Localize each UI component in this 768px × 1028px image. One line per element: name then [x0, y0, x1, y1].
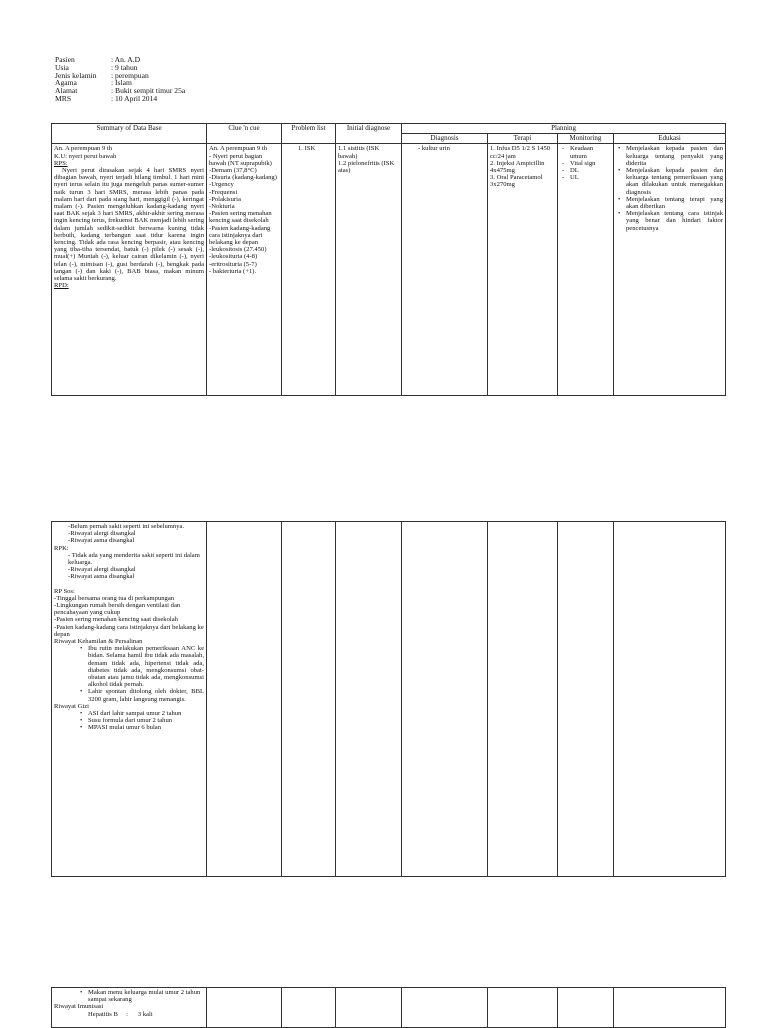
empty-cell [336, 988, 402, 1028]
problem-cell: 1. ISK [282, 144, 336, 396]
patient-row: Agama : Islam [55, 78, 132, 88]
patient-row: Jenis kelamin : perempuan [55, 70, 149, 80]
header-planning: Planning [402, 124, 726, 134]
terapi-cell: 1. Infus D5 1/2 S 1450 cc/24 jam 2. Injeksi Ampicillin 4x475mg 3. Oral Paracetamol 3x270mg [488, 144, 558, 396]
soap-table-page3 [51, 987, 726, 1028]
soap-table-page1 [51, 123, 726, 396]
summary-cell-continued: • Makan menu keluarga mulai umur 2 tahun sampai sekarang Riwayat Imunisasi Hepatitis B : 3 kali [52, 988, 207, 1028]
header-terapi: Terapi [488, 134, 558, 144]
empty-cell [614, 988, 726, 1028]
empty-cell [282, 988, 336, 1028]
rps-text: Nyeri perut dirasakan sejak 4 hari SMRS nyeri dibagian bawah, nyeri terjadi hilang timbul. 1 hari mini nyeri terus selain itu juga mengeluh panas sumer-sumer naik turun 3 hari SMRS, merasa lebih panas pada malam hari dari pada siang hari, menggigil (-), keringat malam (-). Pasien mengeluhkan kadang-kadang nyeri saat BAK sejak 3 hari SMRS, akhir-akhir sering merasa ingin kencing terus, frekuensi BAK menjadi lebih sering dalam jumlah sedikit-sedikit berwarna kuning tidak berbuih, kadang terbangun saat tidur karena ingin kencing. Tidak ada rasa kencing berpasir, atau kencing yang tiba-tiba tersendat, batuk (-) pilek (-) sesak (-), mual(+) Muntah (-), keluar cairan dikelamin (-), nyeri telan (-), mimisan (-), gusi berdarah (-), bengkak pada tangan (-) dan kaki (-), BAB biasa, makan minum selama sakit berkurang. [54, 167, 204, 283]
empty-cell [488, 522, 558, 877]
edukasi-item: • Menjelaskan kepada pasien dan keluarga tentang pemeriksaan yang akan dilakukan untuk menegakkan diagnosis [626, 167, 723, 196]
monitoring-item: - Keadaan umum [570, 145, 611, 159]
edukasi-item: • Menjelaskan kepada pasien dan keluarga tentang penyakit yang diderita [626, 145, 723, 167]
summary-cell: An. A perempuan 9 th K.U: nyeri perut bawah RPS: Nyeri perut dirasakan sejak 4 hari SMRS nyeri dibagian bawah, nyeri terjadi hilang timbul. 1 hari mini nyeri terus selain itu juga mengeluh panas sumer-sumer naik turun 3 hari SMRS, merasa lebih panas pada malam hari dari pada siang hari, menggigil (-), keringat malam (-). Pasien mengeluhkan kadang-kadang nyeri saat BAK sejak 3 hari SMRS, akhir-akhir sering merasa ingin kencing terus, frekuensi BAK menjadi lebih sering dalam jumlah sedikit-sedikit berwarna kuning tidak berbuih, kadang terbangun saat tidur karena ingin kencing. Tidak ada rasa kencing berpasir, atau kencing yang tiba-tiba tersendat, batuk (-) pilek (-) sesak (-), mual(+) Muntah (-), keluar cairan dikelamin (-), nyeri telan (-), mimisan (-), gusi berdarah (-), bengkak pada tangan (-) dan kaki (-), BAB biasa, makan minum selama sakit berkurang. RPD: [52, 144, 207, 396]
summary-cell-continued: -Belum pernah sakit seperti ini sebelumnya. -Riwayat alergi disangkal -Riwayat asma disangkal RPK: - Tidak ada yang menderita sakit seperti ini dalam keluarga. -Riwayat alergi disangkal -Riwayat asma disangkal RP Sos: -Tinggal bersama orang tua di perkampungan -Lingkungan rumah bersih dengan ventilasi dan pencahayaan yang cukup -Pasien sering menahan kencing saat disekolah -Pasien kadang-kadang cara istinjaknya dari belakang ke depan Riwayat Kehamilan & Persalinan • Ibu rutin melakukan pemeriksaan ANC ke bidan. Selama hamil ibu tidak ada masalah, demam tidak ada, hipertensi tidak ada, diabetes tidak ada, mengkonsumsi obat-obatan atau jamu tidak ada, mengkonsumsi alkohol tidak pernah. • Lahir spontan ditolong oleh dokter, BBL 3200 gram, lahir langsung menangis. Riwayat Gizi • ASI dari lahir sampai umur 2 tahun • Susu formula dari umur 2 tahun • MPASI mulai umur 6 bulan [52, 522, 207, 877]
empty-cell [614, 522, 726, 877]
header-initial: Initial diagnose [336, 124, 402, 144]
rpk-label: RPK: [54, 544, 69, 552]
kehamilan-label: Riwayat Kehamilan & Persalinan [54, 638, 143, 646]
header-diagnosis: Diagnosis [402, 134, 488, 144]
monitoring-item: - Vital sign [570, 160, 611, 167]
monitoring-item: - UL [570, 174, 611, 181]
empty-cell [402, 988, 488, 1028]
header-monitoring: Monitoring [558, 134, 614, 144]
empty-cell [558, 988, 614, 1028]
soap-table-page2 [51, 521, 726, 877]
header-problem: Problem list [282, 124, 336, 144]
header-edukasi: Edukasi [614, 134, 726, 144]
monitoring-cell [558, 144, 614, 396]
patient-row: Pasien : An. A.D [55, 55, 141, 64]
empty-cell [336, 522, 402, 877]
empty-cell [558, 522, 614, 877]
rpsos-label: RP Sos: [54, 587, 75, 595]
monitoring-item: - DL [570, 167, 611, 174]
patient-row: MRS : 10 April 2014 [55, 93, 158, 103]
diagnosis-cell: - kultur urin [402, 144, 488, 396]
empty-cell [207, 522, 282, 877]
empty-cell [402, 522, 488, 877]
edukasi-item: • Menjelaskan tentang terapi yang akan diberikan [626, 196, 723, 210]
header-clue: Clue 'n cue [207, 124, 282, 144]
patient-row: Alamat : Bukit sempit timur 25a [55, 86, 186, 96]
rps-label: RPS: [54, 159, 68, 167]
empty-cell [207, 988, 282, 1028]
patient-row: Usia : 9 tahun [55, 62, 138, 72]
gizi-label: Riwayat Gizi [54, 702, 89, 710]
empty-cell [282, 522, 336, 877]
patient-info [55, 56, 185, 103]
rpd-label: RPD: [54, 282, 69, 290]
clue-cell: An. A perempuan 9 th - Nyeri perut bagian bawah (NT suprapubik) -Demam (37,8°C) -Disuria (kadang-kadang) -Urgency -Frequensi -Polakisuria -Nokturia -Pasien sering menahan kencing saat disekolah -Pasien kadang-kadang cara istinjaknya dari belakang ke depan -leukositosis (27.450) -leukosituria (4-8) -eritrosituria (5-7) - bakteriuria (+1). [207, 144, 282, 396]
header-summary: Summary of Data Base [52, 124, 207, 144]
initial-diagnose-cell: 1.1 sistitis (ISK bawah) 1.2 pielonefritis (ISK atas) [336, 144, 402, 396]
edukasi-item: • Menjelaskan tentang cara istinjak yang benar dan hindari faktor pencetusnya [626, 210, 723, 232]
edukasi-cell [614, 144, 726, 396]
imunisasi-label: Riwayat Imunisasi [54, 1003, 104, 1011]
empty-cell [488, 988, 558, 1028]
